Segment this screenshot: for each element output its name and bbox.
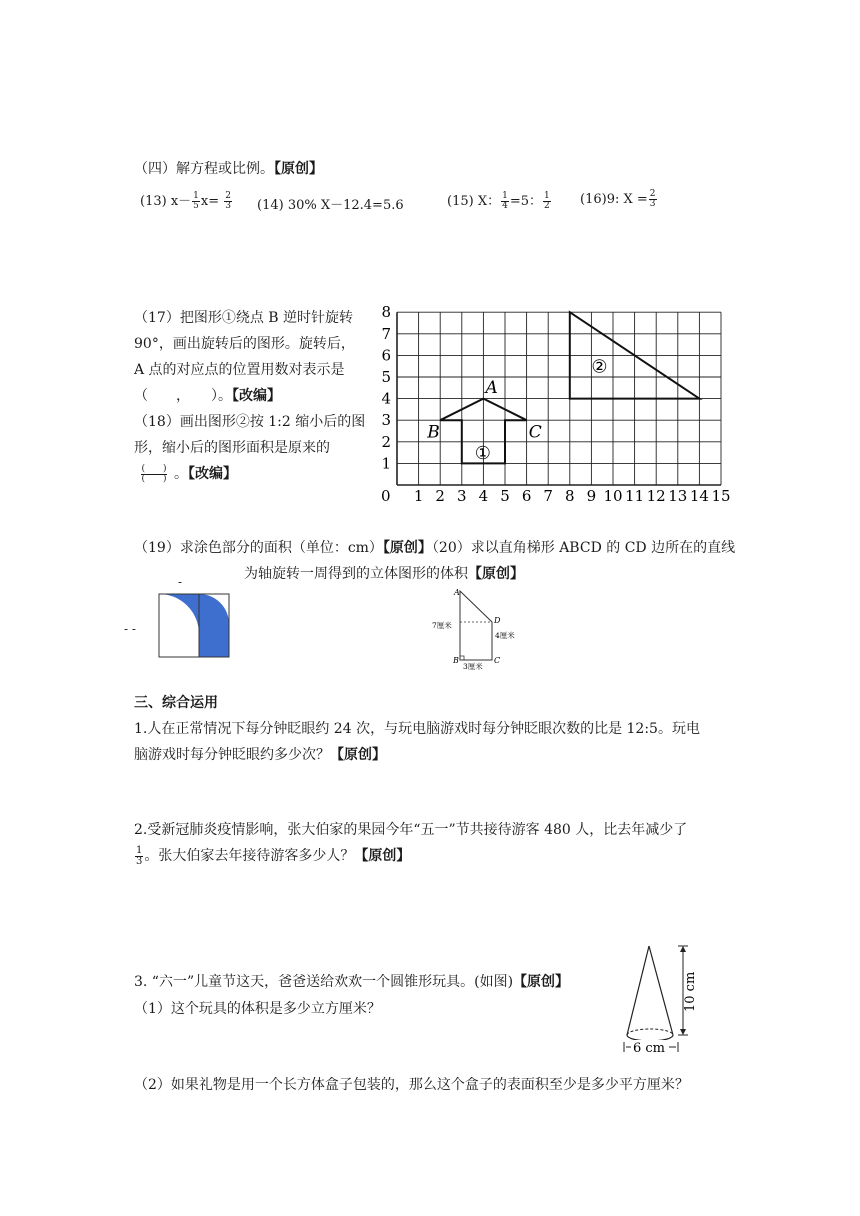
cone-right-edge <box>649 946 673 1035</box>
eq16: (16)9: X = $\frac{2}{3}$ <box>580 189 656 209</box>
problem-3: 3. “六一”儿童节这天，爸爸送给欢欢一个圆锥形玩具。(如图)【原创】 <box>134 974 570 990</box>
x-tick-label: 5 <box>500 487 510 505</box>
shape-1-label: ① <box>474 443 491 465</box>
section-tag: 【原创】 <box>274 161 323 177</box>
eq14: (14) 30% X－12.4=5.6 <box>257 198 404 213</box>
y-tick-label: 5 <box>381 368 391 386</box>
x-tick-label: 9 <box>586 487 597 505</box>
eq15: (15) X： $\frac{1}{4}$ =5： $\frac{1}{2}$ <box>447 191 550 211</box>
trapezoid-figure <box>430 585 530 670</box>
x-tick-label: 15 <box>711 487 731 505</box>
problem-3-q2: （2）如果礼物是用一个长方体盒子包装的，那么这个盒子的表面积至少是多少平方厘米？ <box>134 1077 689 1093</box>
x-tick-label: 0 <box>381 487 391 505</box>
section-title: （四）解方程或比例。【原创】 <box>134 161 323 177</box>
x-tick-label: 12 <box>646 487 666 505</box>
y-tick-label: 4 <box>381 389 391 408</box>
x-tick-label: 2 <box>435 487 445 505</box>
y-tick-label: 3 <box>381 411 391 430</box>
y-tick-label: 7 <box>381 324 391 343</box>
q18-text: （18）画出图形②按 1:2 缩小后的图 形，缩小后的图形面积是原来的 $\frac{( )}{( )}$。【改编】 <box>134 414 366 484</box>
problem-2: 2.受新冠肺炎疫情影响，张大伯家的果园今年“五一”节共接待游客 480 人，比去年减少了 $\frac{1}{3}$ 。张大伯家去年接待游客多少人？【原创】 <box>134 822 688 867</box>
x-tick-label: 3 <box>457 487 467 505</box>
q19-text: （19）求涂色部分的面积（单位：cm）【原创】（20）求以直角梯形 ABCD 的 CD 边所在的直线 <box>134 540 736 556</box>
label-left: 7厘米 <box>432 621 452 630</box>
x-tick-label: 1 <box>413 487 424 505</box>
x-tick-label: 11 <box>625 487 645 505</box>
shaded-quarter <box>199 594 229 657</box>
trapezoid <box>460 591 492 660</box>
part3-title: 三、综合运用 <box>134 695 218 711</box>
height-label: 10 cm <box>683 971 698 1012</box>
cone-base-back <box>627 1029 673 1035</box>
x-tick-label: 14 <box>689 487 709 505</box>
label-a: A <box>485 378 498 399</box>
arrow-up <box>680 946 686 952</box>
y-tick-label: 8 <box>381 303 391 322</box>
q20-text2: 为轴旋转一周得到的立体图形的体积【原创】 <box>244 566 524 582</box>
x-tick-label: 7 <box>543 487 553 505</box>
problem-3-q1: （1）这个玩具的体积是多少立方厘米？ <box>134 1001 381 1017</box>
cone-figure <box>618 942 702 1060</box>
y-tick-label: 6 <box>381 346 391 365</box>
coordinate-grid <box>375 300 735 510</box>
problem-1: 1.人在正常情况下每分钟眨眼约 24 次，与玩电脑游戏时每分钟眨眼次数的比是 12:5。玩电 脑游戏时每分钟眨眼约多少次？【原创】 <box>134 721 700 763</box>
x-tick-label: 13 <box>668 487 688 505</box>
y-tick-label: 1 <box>381 454 391 473</box>
q17-text: （17）把图形①绕点 B 逆时针旋转 90°，画出旋转后的图形。旋转后， A 点的对应点的位置用数对表示是 （ ， ）。【改编】 <box>134 310 355 404</box>
vertex-c: C <box>494 656 501 665</box>
dash-marks: - - <box>124 622 136 636</box>
x-tick-label: 6 <box>521 487 532 505</box>
diameter-label: 6 cm <box>633 1041 666 1056</box>
arrow-down <box>680 1029 686 1035</box>
vertex-a: A <box>454 588 460 597</box>
x-tick-label: 8 <box>565 487 575 505</box>
equation-row <box>140 190 233 211</box>
label-c: C <box>528 422 542 443</box>
eq13: (13) x－ $\frac{1}{5}$ x= $\frac{2}{3}$ <box>140 191 232 211</box>
cone-left-edge <box>627 946 649 1035</box>
y-tick-label: 2 <box>381 432 391 451</box>
label-bottom: 3厘米 <box>463 662 483 670</box>
x-tick-label: 4 <box>478 487 489 505</box>
vertex-b: B <box>453 656 459 665</box>
vertex-d: D <box>494 616 501 625</box>
label-b: B <box>427 422 440 443</box>
shaded-leaf <box>159 594 199 634</box>
dash-mark: - <box>178 575 183 589</box>
x-tick-label: 10 <box>603 487 623 505</box>
label-right: 4厘米 <box>495 631 515 640</box>
shape-2-label: ② <box>591 356 608 378</box>
right-angle-mark <box>460 656 464 660</box>
shaded-area-figure <box>158 593 230 658</box>
